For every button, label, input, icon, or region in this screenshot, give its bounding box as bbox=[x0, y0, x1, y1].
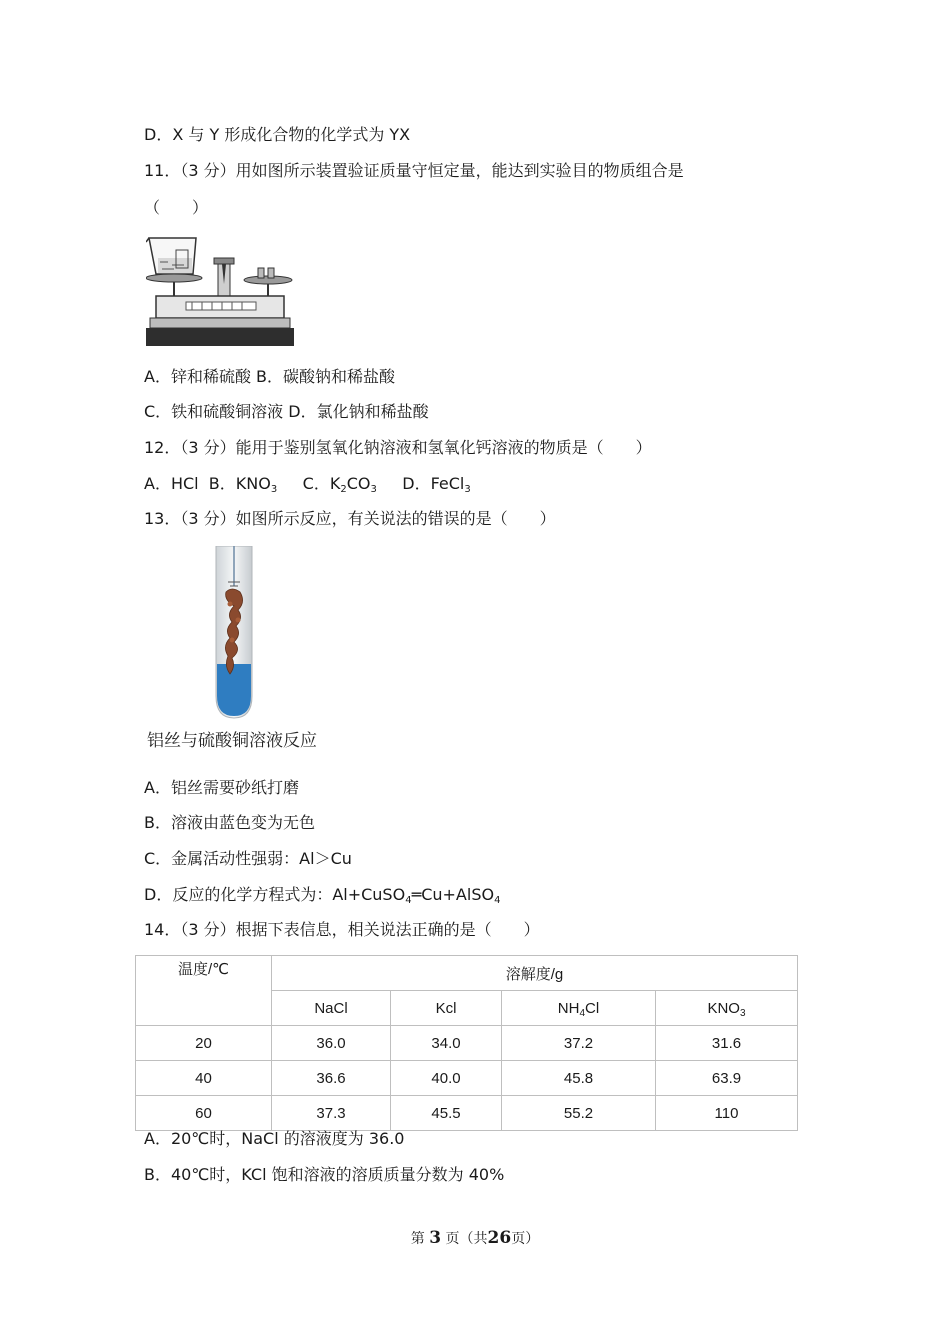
q12-option-d: D．FeCl$_3$ bbox=[402, 474, 471, 495]
test-tube-icon bbox=[212, 546, 256, 720]
table-cell: 36.0 bbox=[272, 1026, 391, 1061]
q14-stem: 14．（3 分）根据下表信息，相关说法正确的是（ ） bbox=[144, 920, 540, 939]
equals-arrow: ═ bbox=[411, 885, 422, 904]
table-row bbox=[136, 1061, 798, 1096]
page-number: 3 bbox=[429, 1228, 442, 1248]
q13-option-d: D．反应的化学方程式为：Al+CuSO$_4$═Cu+AlSO$_4$ bbox=[144, 885, 501, 906]
table-cell: 37.2 bbox=[502, 1026, 656, 1061]
table-cell: 34.0 bbox=[391, 1026, 502, 1061]
q13-figure-caption: 铝丝与硫酸铜溶液反应 bbox=[147, 731, 317, 751]
q13-stem: 13．（3 分）如图所示反应，有关说法的错误的是（ ） bbox=[144, 509, 556, 528]
q13-option-b: B．溶液由蓝色变为无色 bbox=[144, 813, 315, 832]
row-temp: 20 bbox=[136, 1026, 272, 1061]
row-temp: 40 bbox=[136, 1061, 272, 1096]
q11-blank: （ ） bbox=[144, 198, 209, 217]
table-row bbox=[136, 1026, 798, 1061]
q11-stem: 11．（3 分）用如图所示装置验证质量守恒定量，能达到实验目的物质组合是 bbox=[144, 161, 684, 180]
total-pages: 26 bbox=[487, 1228, 512, 1248]
solubility-header: 溶解度/g bbox=[272, 956, 798, 991]
q11-options-cd: C．铁和硫酸铜溶液 D．氯化钠和稀盐酸 bbox=[144, 402, 429, 421]
table-cell: 37.3 bbox=[272, 1096, 391, 1131]
q13-option-a: A．铝丝需要砂纸打磨 bbox=[144, 778, 299, 797]
q12-option-c: C．$K_2CO_3$ bbox=[302, 474, 377, 495]
q12-option-b: B．$KNO_3$ bbox=[208, 474, 278, 495]
q12-options bbox=[144, 473, 471, 495]
q14-option-b: B．40℃时，KCl 饱和溶液的溶质质量分数为 40% bbox=[144, 1165, 505, 1184]
q11-options-ab: A．锌和稀硫酸 B．碳酸钠和稀盐酸 bbox=[144, 367, 396, 386]
row-temp: 60 bbox=[136, 1096, 272, 1131]
table-row bbox=[136, 1096, 798, 1131]
column-header-nh4cl: $NH_4Cl$ bbox=[502, 991, 656, 1026]
column-header-kcl: Kcl bbox=[391, 991, 502, 1026]
table-header-row bbox=[136, 956, 798, 991]
column-header-nacl: NaCl bbox=[272, 991, 391, 1026]
q14-option-a: A．20℃时，NaCl 的溶液度为 36.0 bbox=[144, 1129, 405, 1148]
q12-option-a: A．HCl bbox=[144, 474, 199, 493]
column-header-kno3: $KNO_3$ bbox=[656, 991, 798, 1026]
table-cell: 36.6 bbox=[272, 1061, 391, 1096]
q13-option-c: C．金属活动性强弱：Al＞Cu bbox=[144, 849, 352, 868]
balance-scale-icon bbox=[146, 234, 294, 350]
table-cell: 45.5 bbox=[391, 1096, 502, 1131]
table-cell: 31.6 bbox=[656, 1026, 798, 1061]
q10-option-d: D．X 与 Y 形成化合物的化学式为 YX bbox=[144, 125, 411, 144]
q12-stem: 12．（3 分）能用于鉴别氢氧化钠溶液和氢氧化钙溶液的物质是（ ） bbox=[144, 438, 652, 457]
temp-header: 温度/℃ bbox=[136, 956, 272, 1026]
table-cell: 63.9 bbox=[656, 1061, 798, 1096]
table-cell: 40.0 bbox=[391, 1061, 502, 1096]
table-cell: 110 bbox=[656, 1096, 798, 1131]
table-cell: 45.8 bbox=[502, 1061, 656, 1096]
solubility-table bbox=[135, 955, 798, 1131]
table-cell: 55.2 bbox=[502, 1096, 656, 1131]
page-footer: 第 3 页（共26页） bbox=[410, 1228, 540, 1248]
